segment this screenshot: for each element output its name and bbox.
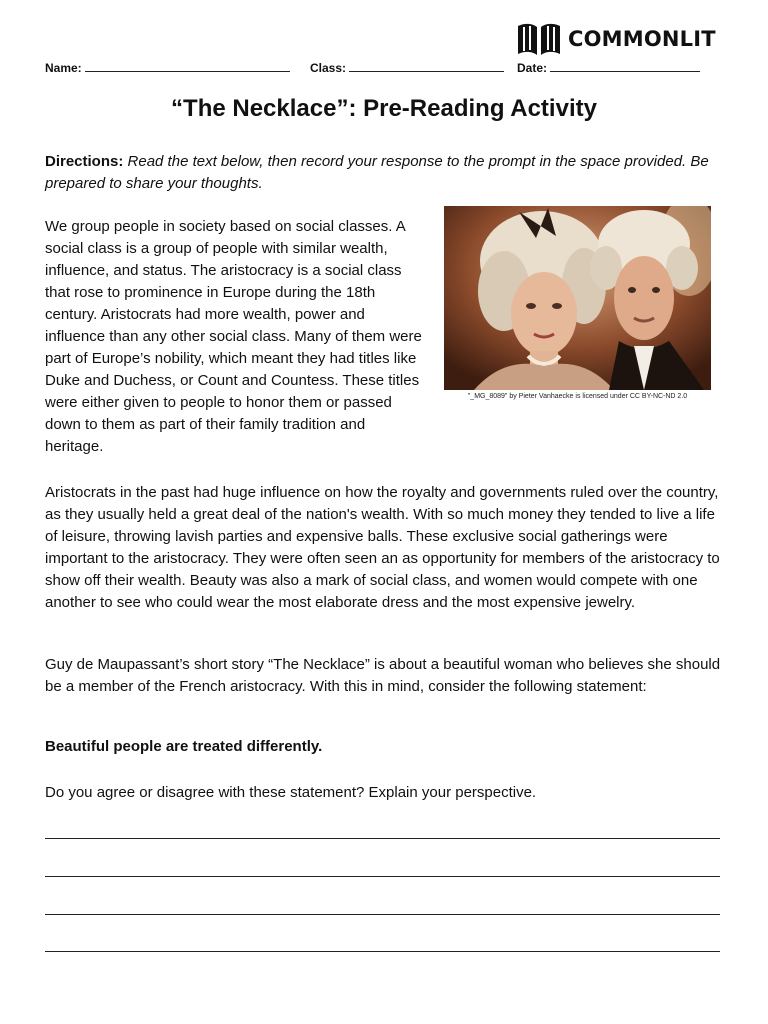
directions-label: Directions:	[45, 153, 124, 170]
statement: Beautiful people are treated differently.	[45, 738, 323, 755]
date-field[interactable]	[517, 60, 700, 75]
date-label: Date:	[517, 61, 548, 75]
class-label: Class:	[310, 61, 347, 75]
date-blank-line[interactable]	[550, 60, 700, 72]
class-field[interactable]	[310, 60, 504, 75]
answer-line-4[interactable]	[45, 951, 720, 952]
paragraph-necklace-intro: Guy de Maupassant’s short story “The Necklace” is about a beautiful woman who believes she should be a member of the French aristocracy. With this in mind, consider the following statement:	[45, 656, 721, 695]
directions	[45, 151, 725, 195]
commonlit-logo	[516, 18, 716, 60]
directions-text: Read the text below, then record your response to the prompt in the space provided. Be prepared to share your thoughts.	[45, 153, 709, 192]
page-title: “The Necklace”: Pre-Reading Activity	[171, 95, 597, 122]
answer-line-2[interactable]	[45, 876, 720, 877]
name-label: Name:	[45, 61, 82, 75]
aristocrats-photo-illustration	[444, 206, 711, 390]
paragraph-aristocrat-influence: Aristocrats in the past had huge influence on how the royalty and governments ruled over the country, as they usually held a great deal of the nation's wealth. With so much money they tended to live a life of leisure, throwing lavish parties and expensive balls. These exclusive social gatherings were important to the aristocracy. They were often seen an as opportunity for members of the aristocracy to show off their wealth. Beauty was also a mark of social class, and women would compete with one another to see who could wear the most elaborate dress and the most expensive jewelry.	[45, 484, 720, 611]
photo-credit: "_MG_8089" by Pieter Vanhaecke is licensed under CC BY-NC-ND 2.0	[467, 393, 688, 400]
aristocrats-photo	[444, 206, 711, 390]
writing-prompt: Do you agree or disagree with these statement? Explain your perspective.	[45, 784, 537, 801]
name-field[interactable]	[45, 60, 290, 75]
paragraph-social-class: We group people in society based on social classes. A social class is a group of people with similar wealth, influence, and status. The aristocracy is a social class that rose to prominence in Europe during the 18th century. Aristocrats had more wealth, power and influence than any other social class. Many of them were part of Europe’s nobility, which meant they had titles like Duke and Duchess, or Count and Countess. These titles were either given to people to honor them or passed down to them as part of their family tradition and heritage.	[45, 218, 422, 455]
answer-line-3[interactable]	[45, 914, 720, 915]
logo-text: COMMONLIT	[568, 27, 716, 51]
answer-line-1[interactable]	[45, 838, 720, 839]
class-blank-line[interactable]	[349, 60, 504, 72]
student-info-row	[45, 60, 725, 80]
name-blank-line[interactable]	[85, 60, 290, 72]
open-book-icon	[516, 22, 562, 56]
